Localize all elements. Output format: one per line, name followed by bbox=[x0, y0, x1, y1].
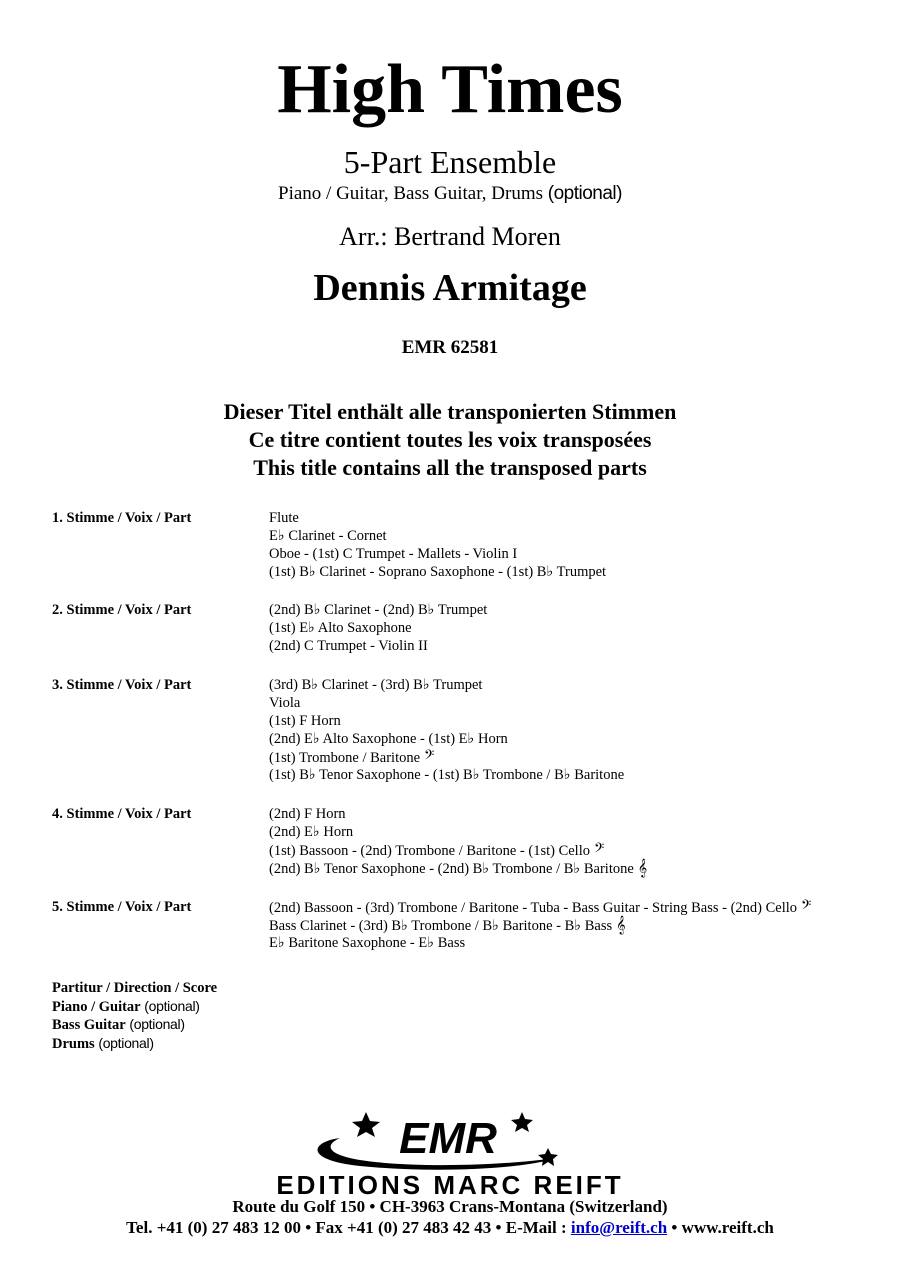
instrument-line-with-clef bbox=[269, 898, 811, 916]
optional-note: (optional) bbox=[98, 1034, 154, 1051]
instrument-line: (2nd) C Trumpet - Violin II bbox=[269, 638, 428, 654]
extra-piano-guitar-label: Piano / Guitar bbox=[52, 998, 141, 1015]
instrument-line: (2nd) F Horn bbox=[269, 806, 346, 822]
part-2-instruments bbox=[269, 601, 487, 655]
logo-text: EMR bbox=[399, 1114, 497, 1163]
instrument-text: (1st) Bassoon - (2nd) Trombone / Baritone - (1st) Cello bbox=[269, 843, 590, 859]
notice-french: Ce titre contient toutes les voix transposées bbox=[248, 427, 652, 452]
extra-bass-guitar-label: Bass Guitar bbox=[52, 1017, 126, 1033]
extra-bass-guitar bbox=[52, 1016, 217, 1035]
part-4-instruments bbox=[269, 805, 647, 877]
part-1-instruments bbox=[269, 509, 606, 581]
instrument-line: (1st) B♭ Tenor Saxophone - (1st) B♭ Trombone / B♭ Baritone bbox=[269, 767, 625, 783]
instrument-line: (3rd) B♭ Clarinet - (3rd) B♭ Trumpet bbox=[269, 677, 483, 693]
instrument-line: (1st) E♭ Alto Saxophone bbox=[269, 620, 412, 636]
ensemble-subtitle: 5-Part Ensemble bbox=[343, 144, 557, 180]
extra-drums bbox=[52, 1035, 217, 1054]
part-3-label: 3. Stimme / Voix / Part bbox=[52, 677, 192, 693]
instrument-text: (2nd) Bassoon - (3rd) Trombone / Baritone - Tuba - Bass Guitar - String Bass - (2nd) Cello bbox=[269, 900, 798, 916]
instrument-line-with-clef bbox=[269, 841, 647, 859]
treble-clef-icon: 𝄞 bbox=[616, 915, 626, 934]
optional-note: (optional) bbox=[129, 1016, 185, 1032]
treble-clef-icon: 𝄞 bbox=[637, 858, 648, 877]
contact-website: • www.reift.ch bbox=[667, 1218, 774, 1237]
instrument-text: Bass Clarinet - (3rd) B♭ Trombone / B♭ Baritone - B♭ Bass bbox=[269, 918, 613, 934]
part-3-instruments bbox=[269, 676, 624, 784]
instrumentation-optional: (optional) bbox=[547, 183, 622, 204]
part-4-label: 4. Stimme / Voix / Part bbox=[52, 806, 192, 822]
instrument-line-with-clef bbox=[269, 748, 624, 766]
part-1-label: 1. Stimme / Voix / Part bbox=[52, 510, 192, 526]
part-2-label: 2. Stimme / Voix / Part bbox=[52, 602, 192, 618]
optional-note: (optional) bbox=[144, 997, 200, 1014]
instrument-line-with-clef bbox=[269, 916, 811, 934]
instrument-line: Flute bbox=[269, 510, 299, 526]
score-title: High Times bbox=[277, 51, 623, 128]
bass-clef-icon: 𝄢 bbox=[424, 747, 435, 766]
extra-score-label: Partitur / Direction / Score bbox=[52, 980, 218, 996]
notice-english: This title contains all the transposed parts bbox=[253, 455, 647, 480]
extra-parts-list bbox=[52, 980, 217, 1053]
email-link[interactable]: info@reift.ch bbox=[570, 1218, 668, 1237]
instrument-line: (1st) B♭ Clarinet - Soprano Saxophone - (1st) B♭ Trumpet bbox=[269, 564, 607, 580]
instrument-line: Oboe - (1st) C Trumpet - Mallets - Violin I bbox=[269, 546, 518, 562]
catalog-code: EMR 62581 bbox=[401, 337, 499, 358]
composer-name: Dennis Armitage bbox=[313, 267, 587, 309]
instrument-line-with-clef bbox=[269, 859, 647, 877]
notice-german: Dieser Titel enthält alle transponierten Stimmen bbox=[223, 399, 677, 424]
bass-clef-icon: 𝄢 bbox=[594, 840, 605, 859]
instrument-line: (1st) F Horn bbox=[269, 713, 341, 729]
instrument-line: E♭ Clarinet - Cornet bbox=[269, 528, 387, 544]
part-5-label: 5. Stimme / Voix / Part bbox=[52, 899, 192, 915]
instrument-line: E♭ Baritone Saxophone - E♭ Bass bbox=[269, 935, 466, 951]
instrument-line: (2nd) E♭ Horn bbox=[269, 824, 354, 840]
emr-logo bbox=[300, 1108, 580, 1172]
extra-drums-label: Drums bbox=[52, 1035, 95, 1052]
arranger-credit: Arr.: Bertrand Moren bbox=[339, 222, 561, 251]
instrumentation-line bbox=[0, 182, 900, 206]
instrument-text: (2nd) B♭ Tenor Saxophone - (2nd) B♭ Trombone / B♭ Baritone bbox=[269, 861, 634, 877]
instrumentation-text: Piano / Guitar, Bass Guitar, Drums bbox=[278, 183, 543, 204]
publisher-address: Route du Golf 150 • CH-3963 Crans-Montana (Switzerland) bbox=[232, 1197, 668, 1216]
extra-piano-guitar bbox=[52, 998, 217, 1017]
part-5-instruments bbox=[269, 898, 811, 952]
publisher-contact bbox=[0, 1217, 900, 1239]
instrument-line: Viola bbox=[269, 695, 301, 711]
extra-score bbox=[52, 980, 217, 998]
bass-clef-icon: 𝄢 bbox=[801, 897, 812, 916]
publisher-name: EDITIONS MARC REIFT bbox=[276, 1170, 624, 1200]
contact-phone-fax: Tel. +41 (0) 27 483 12 00 • Fax +41 (0) 27 483 42 43 • E-Mail : bbox=[126, 1218, 571, 1237]
instrument-text: (1st) Trombone / Baritone bbox=[269, 750, 421, 766]
instrument-line: (2nd) E♭ Alto Saxophone - (1st) E♭ Horn bbox=[269, 731, 508, 747]
instrument-line: (2nd) B♭ Clarinet - (2nd) B♭ Trumpet bbox=[269, 602, 488, 618]
